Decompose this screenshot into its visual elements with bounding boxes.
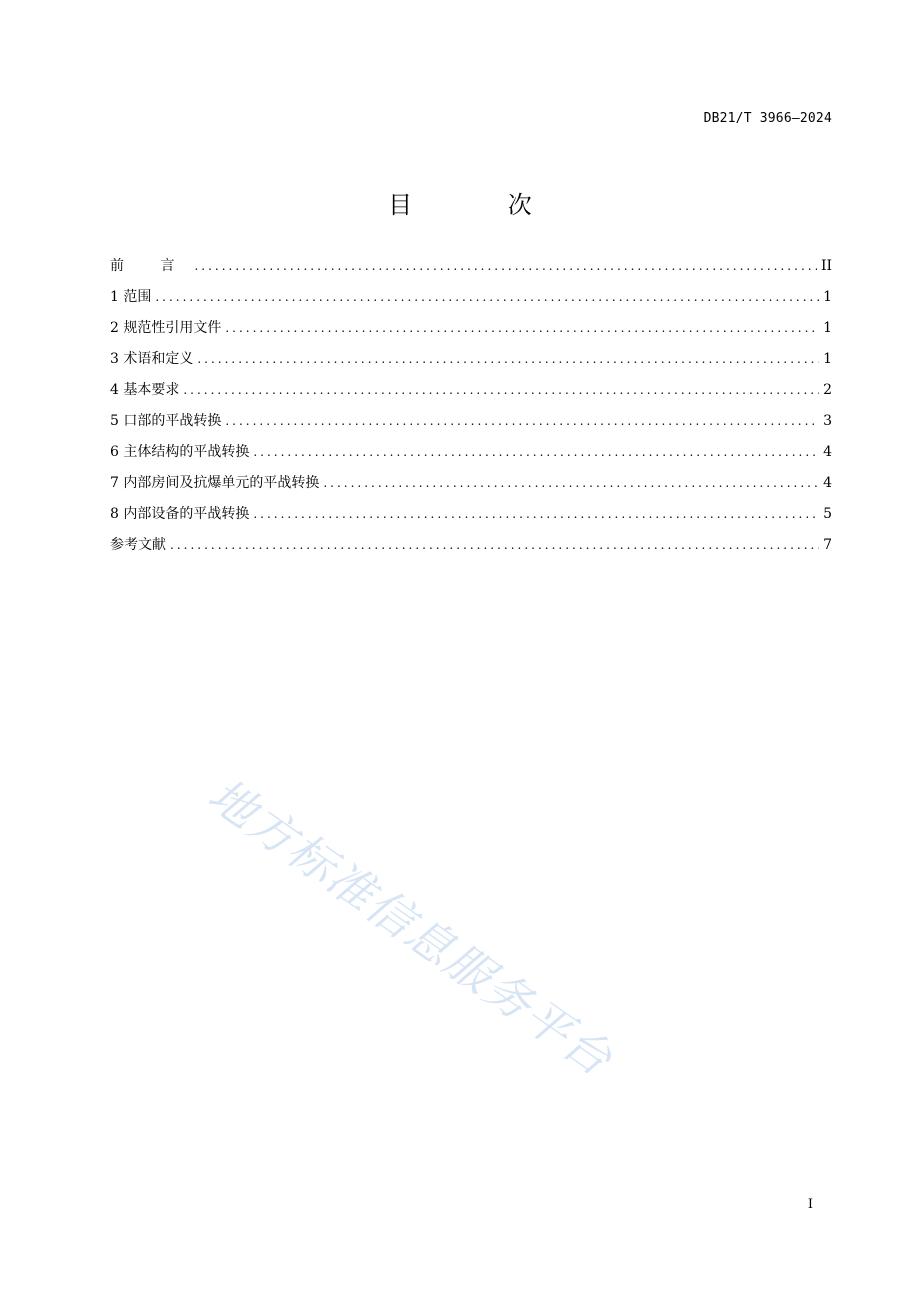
toc-entry-label: 5 口部的平战转换	[110, 413, 222, 429]
table-of-contents	[110, 256, 832, 566]
toc-entry-label: 8 内部设备的平战转换	[110, 506, 250, 522]
toc-entry-internal-rooms-conversion[interactable]	[110, 473, 832, 504]
toc-entry-bibliography[interactable]	[110, 535, 832, 566]
toc-entry-page: 1	[823, 320, 832, 336]
toc-entry-label: 参考文献	[110, 537, 166, 553]
toc-entry-page: 1	[823, 289, 832, 305]
toc-leader-dots	[183, 380, 819, 400]
toc-entry-page: 4	[823, 475, 832, 491]
toc-entry-normative-references[interactable]	[110, 318, 832, 349]
toc-entry-label: 3 术语和定义	[110, 351, 194, 367]
toc-entry-label: 4 基本要求	[110, 382, 180, 398]
toc-entry-foreword[interactable]	[110, 256, 832, 287]
watermark: 地方标准信息服务平台	[198, 767, 624, 1087]
toc-entry-label: 1 范围	[110, 289, 152, 305]
toc-leader-dots	[194, 256, 816, 276]
toc-entry-page: 3	[823, 413, 832, 429]
toc-leader-dots	[225, 411, 819, 431]
toc-entry-internal-equipment-conversion[interactable]	[110, 504, 832, 535]
toc-entry-page: 1	[823, 351, 832, 367]
toc-entry-label: 7 内部房间及抗爆单元的平战转换	[110, 475, 320, 491]
toc-leader-dots	[197, 349, 819, 369]
toc-entry-main-structure-conversion[interactable]	[110, 442, 832, 473]
toc-leader-dots	[170, 535, 819, 555]
document-code: DB21/T 3966—2024	[703, 111, 832, 126]
toc-entry-page: 7	[823, 537, 832, 553]
page-number: I	[807, 1197, 813, 1212]
toc-entry-label: 2 规范性引用文件	[110, 320, 222, 336]
page-title: 目 次	[388, 191, 576, 219]
toc-entry-basic-requirements[interactable]	[110, 380, 832, 411]
toc-entry-scope[interactable]	[110, 287, 832, 318]
toc-entry-label: 6 主体结构的平战转换	[110, 444, 250, 460]
toc-leader-dots	[253, 442, 819, 462]
toc-entry-page: 5	[823, 506, 832, 522]
toc-entry-page: 4	[823, 444, 832, 460]
toc-leader-dots	[225, 318, 819, 338]
toc-leader-dots	[253, 504, 819, 524]
toc-leader-dots	[323, 473, 819, 493]
toc-entry-entrance-conversion[interactable]	[110, 411, 832, 442]
toc-entry-terms-definitions[interactable]	[110, 349, 832, 380]
toc-entry-label: 前 言	[110, 258, 191, 274]
toc-entry-page: II	[820, 258, 832, 274]
toc-leader-dots	[155, 287, 819, 307]
toc-entry-page: 2	[823, 382, 832, 398]
